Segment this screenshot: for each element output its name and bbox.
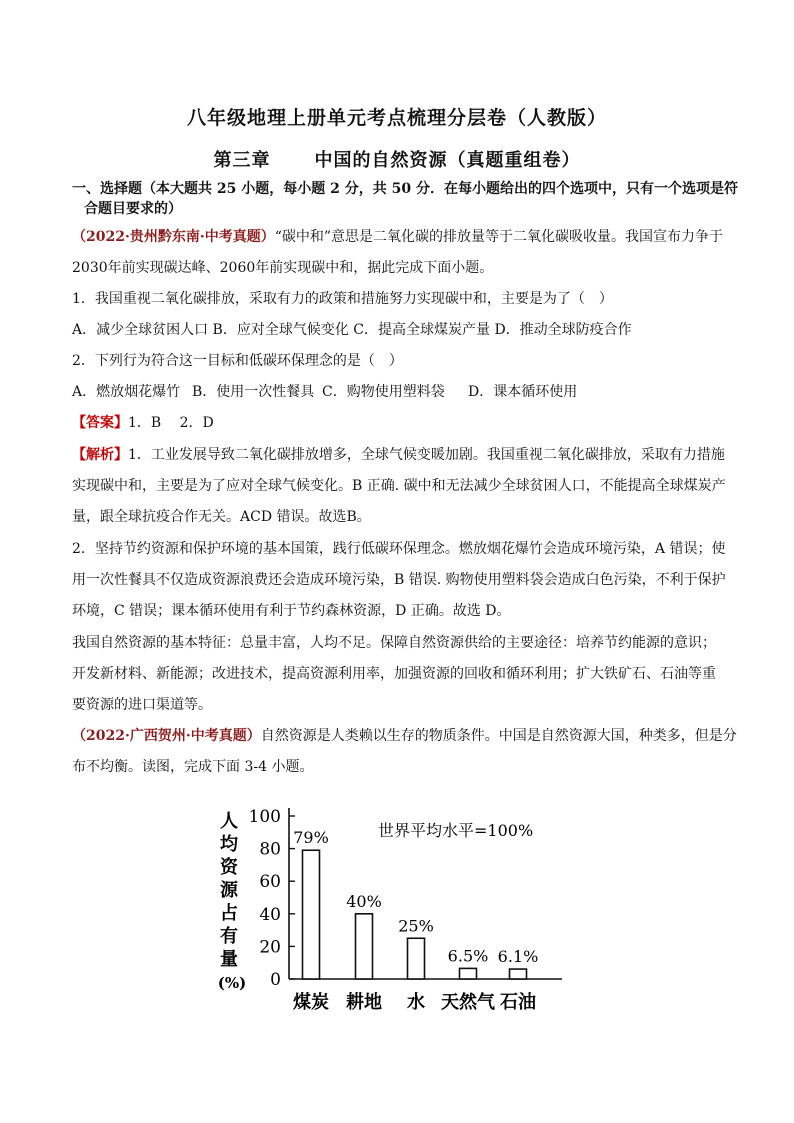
y-axis-label-char: 占: [220, 903, 238, 924]
y-tick-label: 0: [270, 970, 281, 990]
y-axis-label-char: 均: [220, 834, 238, 855]
question-2-stem: 2．下列行为符合这一目标和低碳环保理念的是（ ）: [72, 353, 403, 369]
bar-1: [356, 914, 373, 979]
y-axis-label-char: 量: [220, 949, 238, 970]
x-category-label: 石油: [500, 992, 536, 1013]
analysis-line-1: [72, 446, 724, 464]
section-rules-line-2: 合题目要求的）: [84, 201, 182, 217]
y-tick-label: 80: [259, 839, 281, 860]
chart-annotation: 世界平均水平=100%: [378, 821, 534, 840]
analysis-p2-b: 用一次性餐具不仅造成资源浪费还会造成环境污染，B 错误. 购物使用塑料袋会造成白色污染，不利于保护: [72, 572, 726, 588]
q2-option-d: D．课本循环使用: [468, 384, 578, 400]
chart-plot-area: [218, 807, 562, 1013]
bar-4: [510, 969, 527, 979]
answer-label: 【答案】: [72, 415, 128, 431]
analysis-p1-c: 量，跟全球抗疫合作无关。ACD 错误。故选B。: [72, 509, 371, 525]
question-1-stem: 1．我国重视二氧化碳排放，采取有力的政策和措施努力实现碳中和，主要是为了（ ）: [72, 291, 613, 307]
analysis-p3-b: 开发新材料、新能源；改进技术，提高资源利用率，加强资源的回收和循环利用；扩大铁矿石、石油等重: [72, 666, 716, 682]
analysis-p2-a: 2．坚持节约资源和保护环境的基本国策，践行低碳环保理念。燃放烟花爆竹会造成环境污染，A 错误；使: [72, 541, 726, 557]
passage2-text-b: 布不均衡。读图，完成下面 3-4 小题。: [72, 759, 314, 775]
bar-2: [408, 938, 425, 979]
question-1-options: A．减少全球贫困人口 B．应对全球气候变化 C．提高全球煤炭产量 D．推动全球防疫合作: [72, 322, 632, 338]
analysis-p3-c: 要资源的进口渠道等。: [72, 697, 212, 713]
analysis-p3-a: 我国自然资源的基本特征：总量丰富，人均不足。保障自然资源供给的主要途径：培养节约能源的意识；: [72, 635, 716, 651]
chapter-title: [0, 146, 794, 172]
bar-3: [460, 968, 477, 979]
analysis-p2-c: 环境，C 错误；课本循环使用有利于节约森林资源，D 正确。故选 D。: [72, 603, 511, 619]
answer-value: 1．B 2．D: [128, 415, 214, 431]
chapter-subtitle: 中国的自然资源（真题重组卷）: [314, 150, 581, 171]
passage1-text-a: “碳中和”意思是二氧化碳的排放量等于二氧化碳吸收量。我国宣布力争于: [274, 229, 724, 245]
x-category-label: 天然气: [441, 992, 495, 1013]
chapter-number: 第三章: [213, 150, 271, 171]
x-category-label: 煤炭: [293, 992, 329, 1013]
bar-value-label: 6.1%: [497, 947, 539, 967]
y-axis-label-char: (%): [217, 974, 247, 992]
analysis-p1-a: 1．工业发展导致二氧化碳排放增多，全球气候变暖加剧。我国重视二氧化碳排放，采取有力措施: [128, 447, 725, 463]
y-axis-label-char: 源: [220, 880, 238, 901]
analysis-p1-b: 实现碳中和，主要是为了应对全球气候变化。B 正确. 碳中和无法减少全球贫困人口，不能提高全球煤炭产: [72, 478, 726, 494]
passage2-text-a: 自然资源是人类赖以生存的物质条件。中国是自然资源大国，种类多，但是分: [260, 728, 737, 744]
x-category-label: 水: [407, 992, 425, 1013]
q2-option-b: B．使用一次性餐具: [192, 384, 315, 400]
q2-option-c: C．购物使用塑料袋: [322, 384, 445, 400]
question-2-options: [72, 383, 724, 401]
y-axis-label-char: 有: [220, 926, 238, 947]
analysis-label: 【解析】: [72, 447, 128, 463]
passage1-source: （2022·贵州黔东南·中考真题）: [72, 229, 275, 245]
y-tick-label: 40: [259, 904, 281, 925]
q2-option-a: A．燃放烟花爆竹: [72, 384, 181, 400]
y-tick-label: 20: [259, 937, 281, 958]
bar-value-label: 25%: [398, 916, 434, 936]
answer-line: [72, 414, 724, 432]
bar-0: [303, 850, 320, 979]
passage2-line-1: [72, 727, 737, 745]
y-tick-label: 100: [248, 807, 281, 827]
document-title: 八年级地理上册单元考点梳理分层卷（人教版）: [186, 107, 607, 129]
y-axis-label-char: 人: [220, 811, 238, 832]
bar-value-label: 79%: [293, 828, 329, 848]
y-axis-label-char: 资: [220, 857, 238, 878]
x-category-label: 耕地: [346, 992, 382, 1013]
bar-value-label: 40%: [346, 891, 382, 911]
section-rules: （本大题共 25 小题，每小题 2 分，共 50 分．在每小题给出的四个选项中，只有一个选项是符: [142, 181, 738, 197]
bar-value-label: 6.5%: [447, 946, 489, 966]
passage2-source: （2022·广西贺州·中考真题）: [72, 728, 261, 744]
section-rules-line-1: [72, 180, 738, 198]
passage1-text-b: 2030年前实现碳达峰、2060年前实现碳中和，据此完成下面小题。: [72, 260, 494, 276]
section-heading: 一、选择题: [72, 181, 142, 197]
resource-bar-chart: [212, 790, 572, 1030]
passage1-line-1: [72, 228, 724, 246]
y-tick-label: 60: [259, 872, 281, 893]
